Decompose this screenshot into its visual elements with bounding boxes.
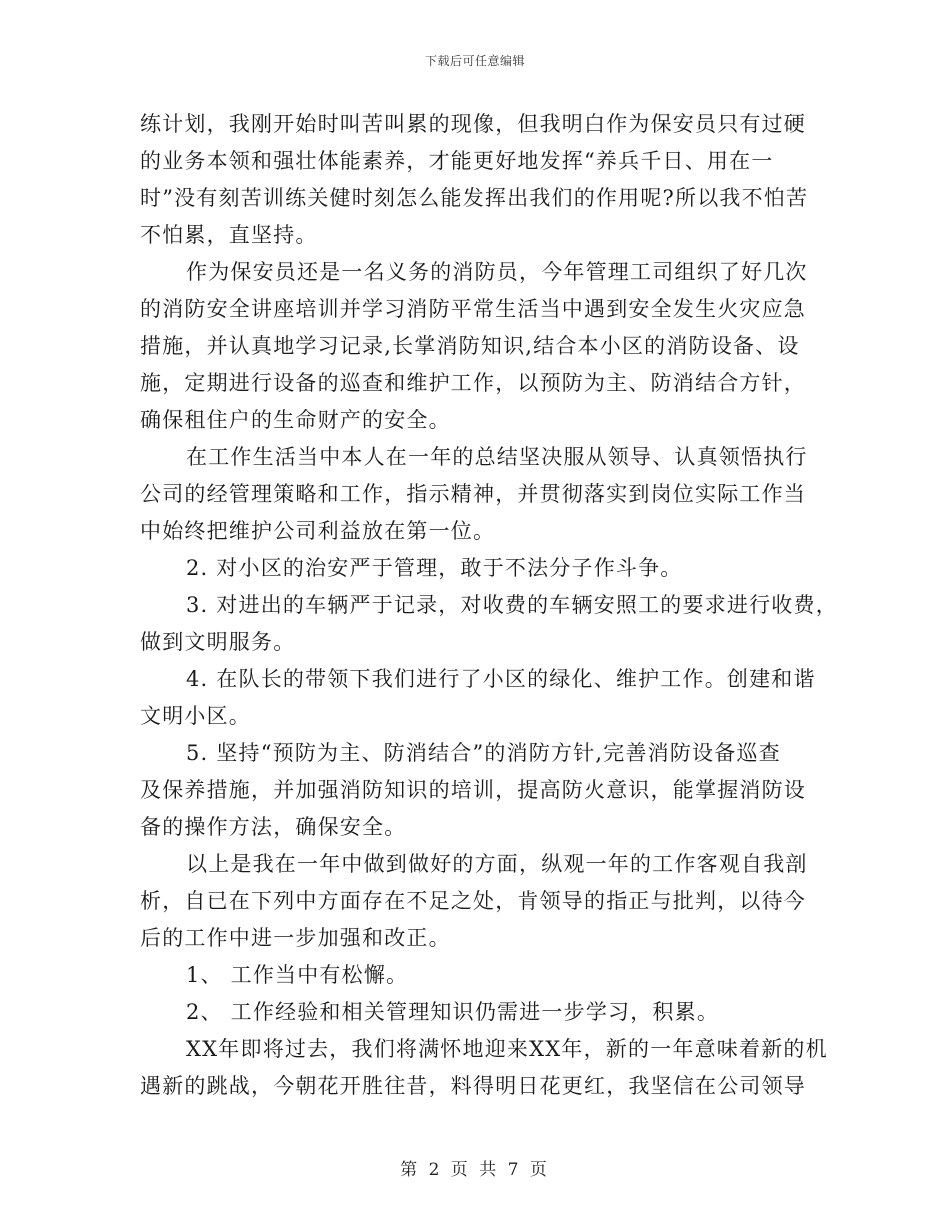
text-line: 时”没有刻苦训练关健时刻怎么能发挥出我们的作用呢?所以我不怕苦 (140, 186, 809, 210)
text-line: 以上是我在一年中做到做好的方面，纵观一年的工作客观自我剖 (186, 852, 808, 876)
text-line: XX年即将过去，我们将满怀地迎来XX年，新的一年意味着新的机 (186, 1037, 828, 1061)
text-line: 遇新的跳战，今朝花开胜往昔，料得明日花更红，我坚信在公司领导 (140, 1074, 806, 1098)
page-number: 第 2 页 共 7 页 (400, 1160, 550, 1180)
text-line: 5. 坚持“预防为主、防消结合”的消防方针,完善消防设备巡查 (186, 741, 781, 765)
text-line: 在工作生活当中本人在一年的总结坚决服从领导、认真领悟执行 (186, 445, 808, 469)
text-line: 施，定期进行设备的巡查和维护工作，以预防为主、防消结合方针， (140, 371, 806, 395)
text-line: 2. 对小区的治安严于管理，敢于不法分子作斗争。 (186, 556, 683, 580)
text-line: 后的工作中进一步加强和改正。 (140, 926, 451, 950)
text-line: 文明小区。 (140, 704, 251, 728)
text-line: 4. 在队长的带领下我们进行了小区的绿化、维护工作。创建和谐 (186, 667, 816, 691)
text-line: 析，自已在下列中方面存在不足之处，肯领导的指正与批判，以待今 (140, 889, 806, 913)
text-line: 的业务本领和强壮体能素养，才能更好地发挥“养兵千日、用在一 (140, 149, 774, 173)
text-line: 作为保安员还是一名义务的消防员，今年管理工司组织了好几次 (186, 260, 808, 284)
header-note: 下载后可任意编辑 (424, 54, 525, 68)
text-line: 1、 工作当中有松懈。 (186, 963, 409, 987)
text-line: 做到文明服务。 (140, 630, 296, 654)
text-line: 3. 对进出的车辆严于记录，对收费的车辆安照工的要求进行收费， (186, 593, 838, 617)
text-line: 2、 工作经验和相关管理知识仍需进一步学习，积累。 (186, 1000, 720, 1024)
text-line: 确保租住户的生命财产的安全。 (140, 408, 451, 432)
document-body (140, 106, 838, 1105)
text-line: 不怕累，直坚持。 (140, 223, 318, 247)
text-line: 的消防安全讲座培训并学习消防平常生活当中遇到安全发生火灾应急 (140, 297, 806, 321)
text-line: 公司的经管理策略和工作，指示精神，并贯彻落实到岗位实际工作当 (140, 482, 806, 506)
text-line: 及保养措施，并加强消防知识的培训，提高防火意识，能掌握消防设 (140, 778, 806, 802)
text-line: 措施，并认真地学习记录,长掌消防知识,结合本小区的消防设备、设 (140, 334, 800, 358)
text-line: 中始终把维护公司利益放在第一位。 (140, 519, 496, 543)
text-line: 练计划，我刚开始时叫苦叫累的现像，但我明白作为保安员只有过硬 (140, 112, 806, 136)
text-line: 备的操作方法，确保安全。 (140, 815, 407, 839)
